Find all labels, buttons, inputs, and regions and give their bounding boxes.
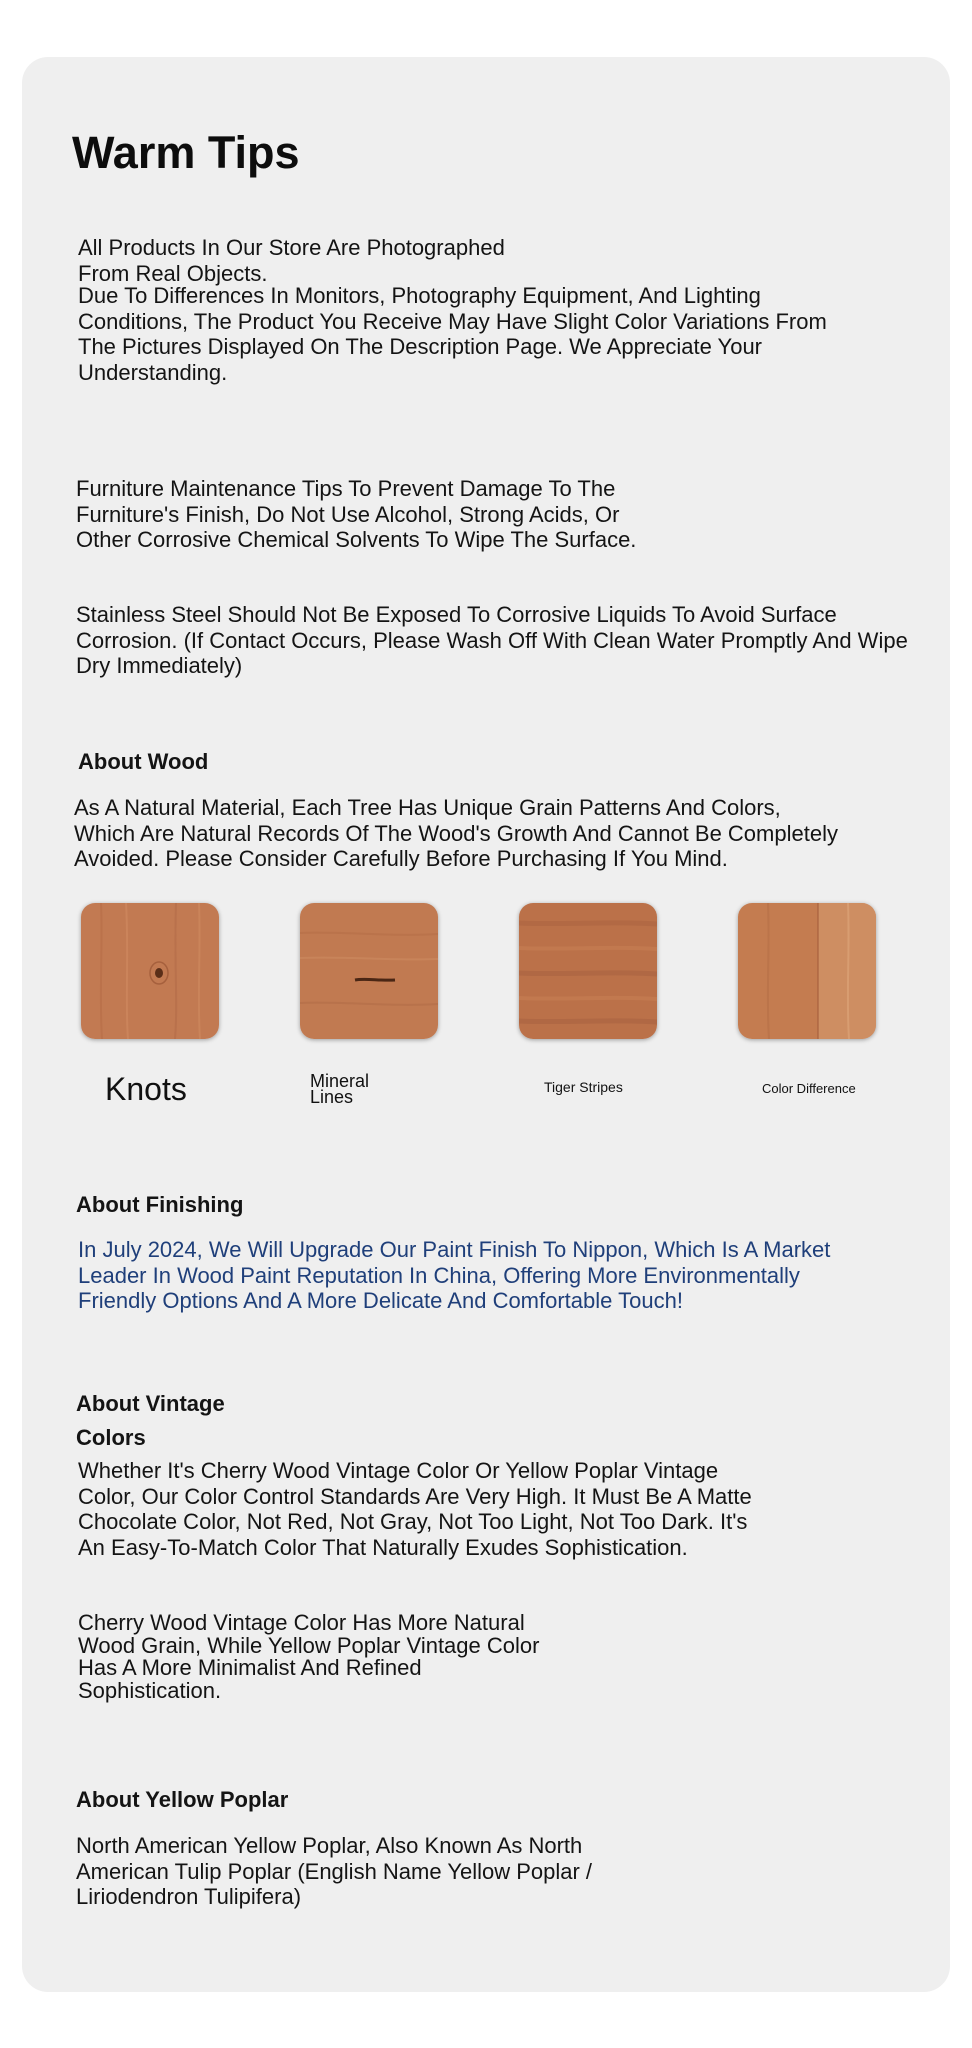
sample-label-color-difference: Color Difference bbox=[762, 1081, 856, 1096]
swatch-fill-1 bbox=[300, 903, 438, 1039]
about-yellow-poplar-heading: About Yellow Poplar bbox=[76, 1787, 289, 1812]
notice-real-objects: All Products In Our Store Are Photographed From Real Objects. bbox=[78, 235, 505, 286]
notice-color-variation: Due To Differences In Monitors, Photography Equipment, And Lighting Conditions, The Product You Receive May Have Slight Color Variations From The Pictures Displayed On The Description Page. We Appreciate Your Understanding. bbox=[78, 283, 827, 385]
wood-sample-knots bbox=[81, 903, 219, 1039]
sample-label-knots: Knots bbox=[105, 1071, 187, 1107]
about-vintage-heading: About Vintage Colors bbox=[76, 1391, 225, 1450]
about-finishing-text: In July 2024, We Will Upgrade Our Paint Finish To Nippon, Which Is A Market Leader In Wood Paint Reputation In China, Offering More Environmentally Friendly Options And A More Delicate And Comfortable Touch! bbox=[78, 1237, 831, 1313]
about-vintage-text-grain: Cherry Wood Vintage Color Has More Natural Wood Grain, While Yellow Poplar Vintage Color Has A More Minimalist And Refined Sophistication. bbox=[78, 1610, 540, 1703]
about-wood-heading: About Wood bbox=[78, 749, 209, 774]
maintenance-tip-steel: Stainless Steel Should Not Be Exposed To Corrosive Liquids To Avoid Surface Corrosion. (If Contact Occurs, Please Wash Off With Clean Water Promptly And Wipe Dry Immediately) bbox=[76, 602, 908, 678]
about-yellow-poplar-text: North American Yellow Poplar, Also Known As North American Tulip Poplar (English Name Yellow Poplar / Liriodendron Tulipifera) bbox=[76, 1833, 593, 1909]
page-title: Warm Tips bbox=[72, 127, 300, 178]
wood-sample-mineral-lines bbox=[300, 903, 438, 1039]
sample-label-mineral-lines: Mineral Lines bbox=[310, 1071, 370, 1107]
sample-label-tiger-stripes: Tiger Stripes bbox=[544, 1079, 623, 1095]
wood-sample-tiger-stripes bbox=[519, 903, 657, 1039]
about-vintage-text-standards: Whether It's Cherry Wood Vintage Color Or Yellow Poplar Vintage Color, Our Color Control Standards Are Very High. It Must Be A Matte Chocolate Color, Not Red, Not Gray, Not Too Light, Not Too Dark. It's An Easy-To-Match Color That Naturally Exudes Sophistication. bbox=[78, 1458, 752, 1560]
about-finishing-heading: About Finishing bbox=[76, 1192, 244, 1217]
maintenance-tip-finish: Furniture Maintenance Tips To Prevent Damage To The Furniture's Finish, Do Not Use Alcohol, Strong Acids, Or Other Corrosive Chemical Solvents To Wipe The Surface. bbox=[76, 476, 637, 552]
wood-sample-color-difference bbox=[738, 903, 876, 1039]
about-wood-text: As A Natural Material, Each Tree Has Unique Grain Patterns And Colors, Which Are Natural Records Of The Wood's Growth And Cannot Be Completely Avoided. Please Consider Carefully Before Purchasing If You Mind. bbox=[74, 795, 838, 871]
